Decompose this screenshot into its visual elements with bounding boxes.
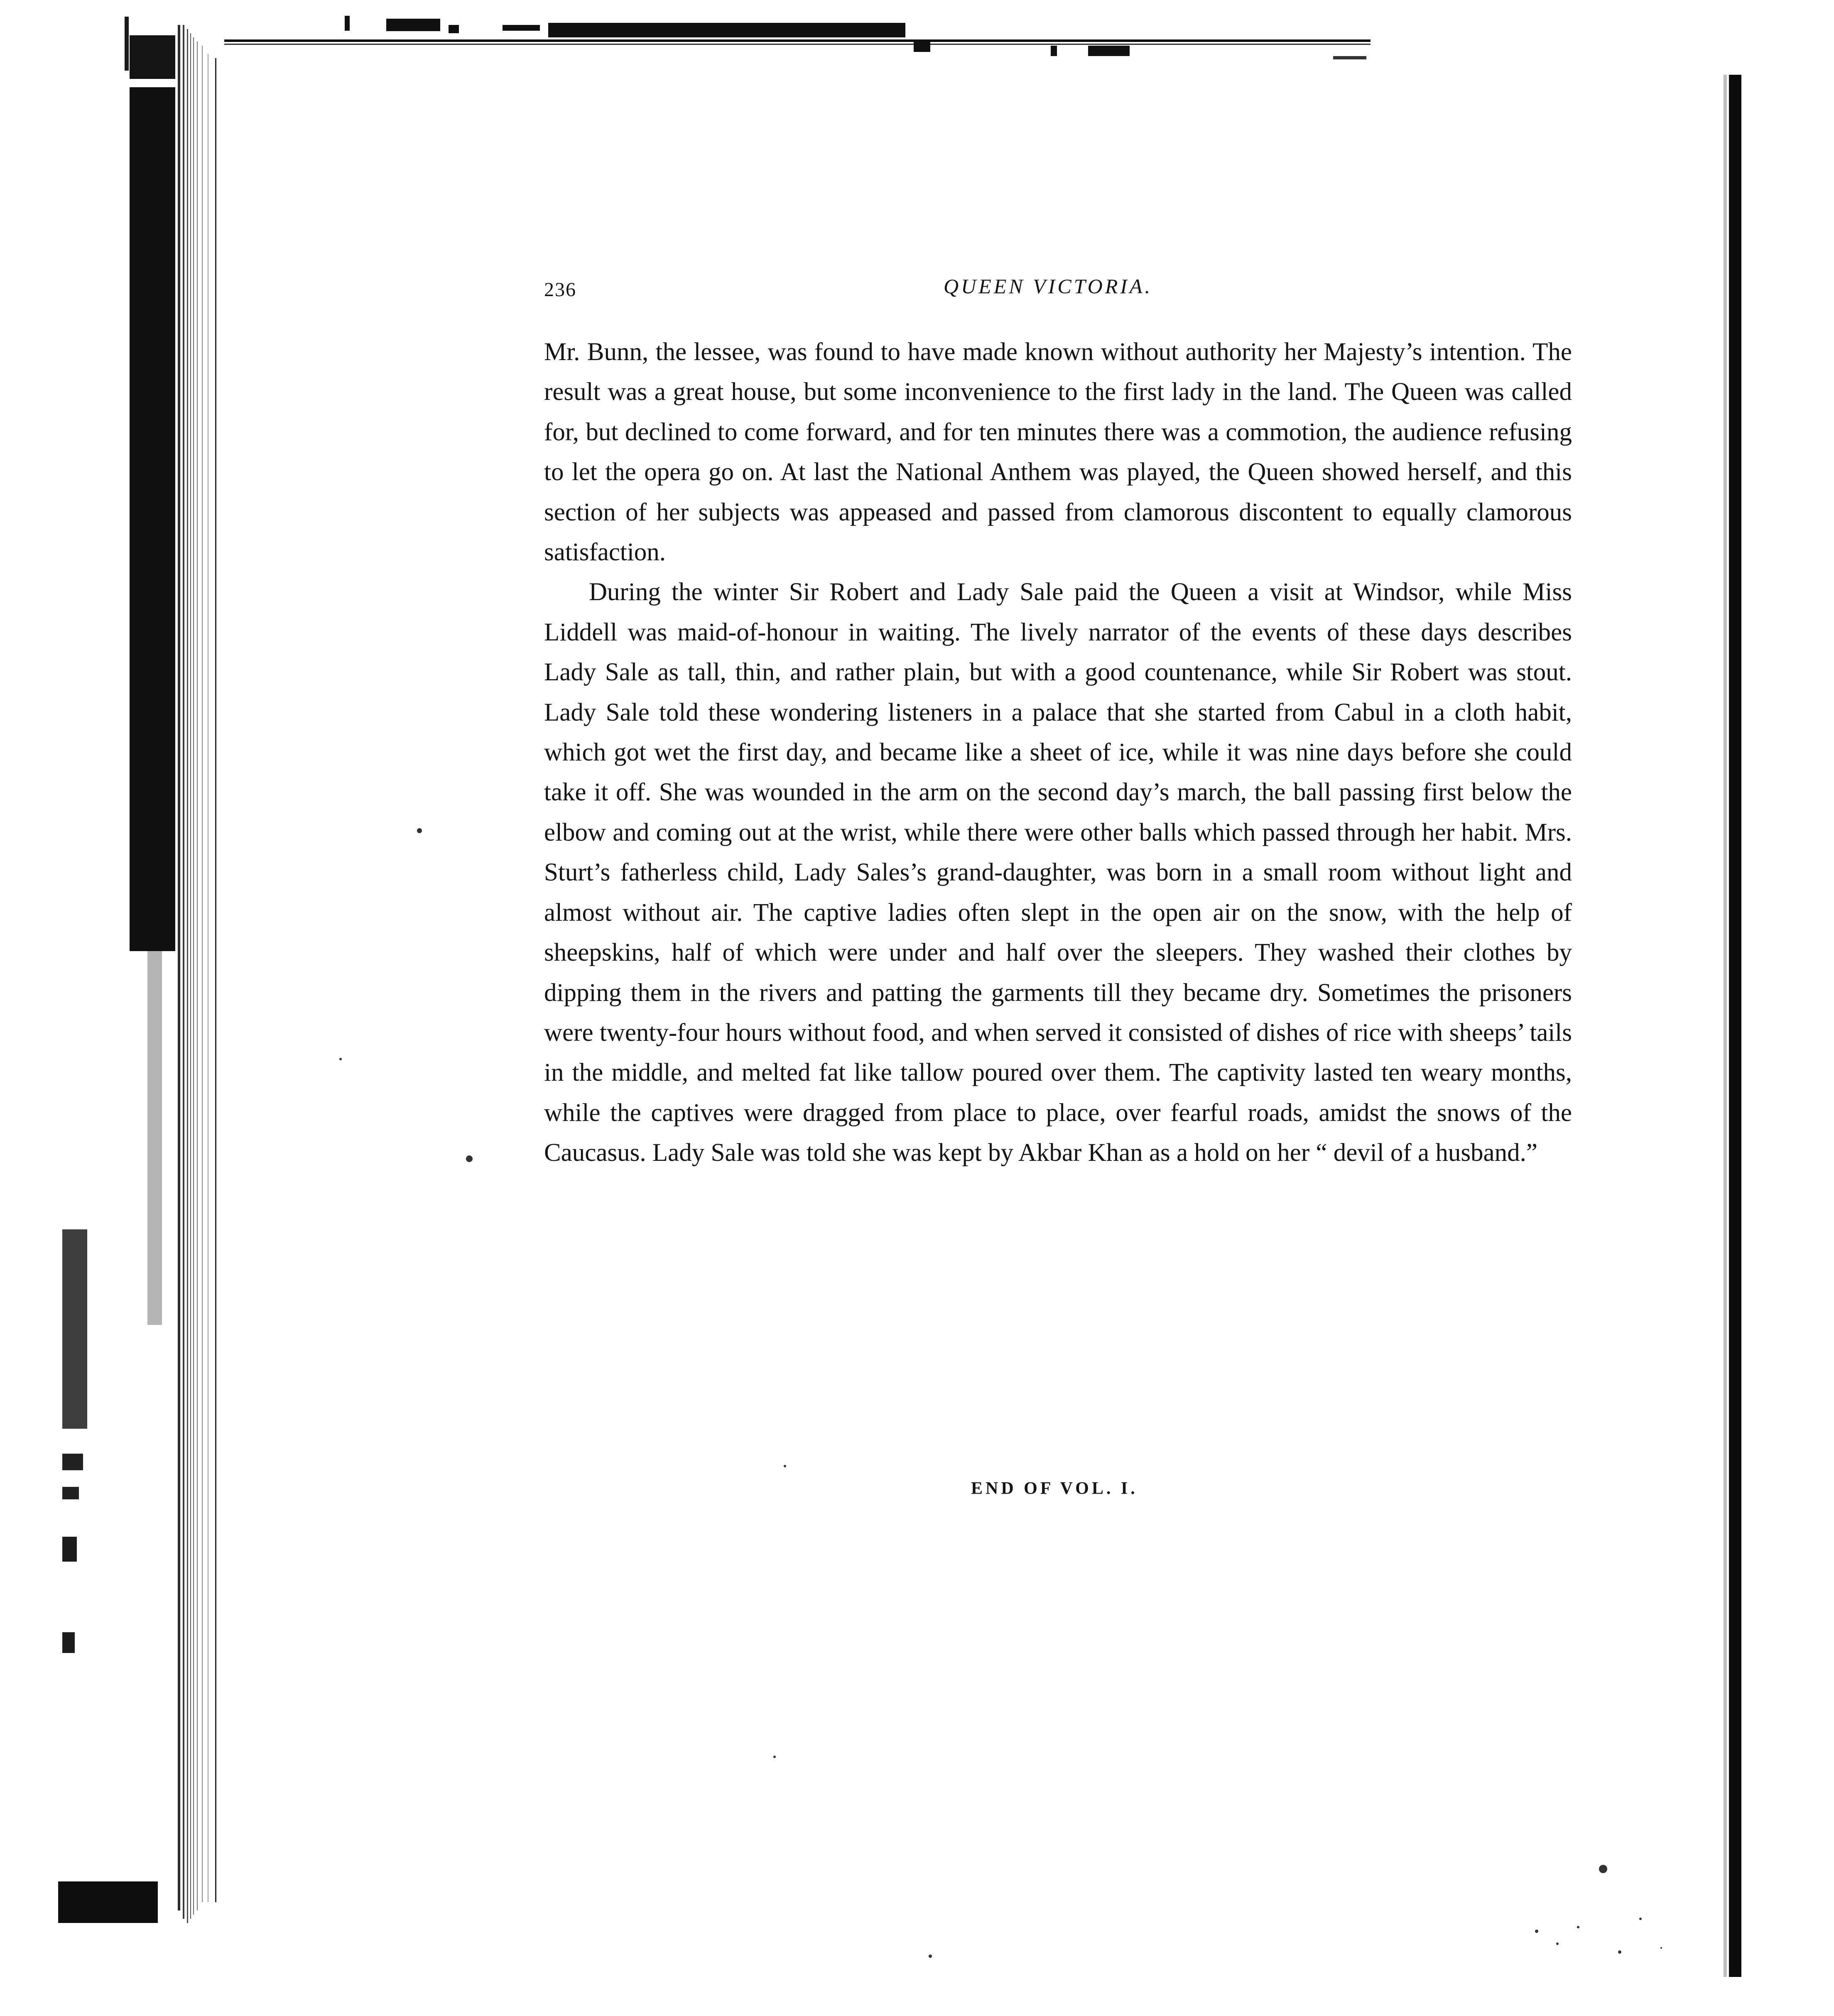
running-header	[544, 274, 1572, 307]
body-text	[544, 332, 1572, 1173]
paragraph: During the winter Sir Robert and Lady Sale paid the Queen a visit at Windsor, while Miss Liddell was maid-of-honour in waiting. The lively narrator of the events of these days describes Lady Sale as tall, thin, and rather plain, but with a good countenance, while Sir Robert was stout. Lady Sale told these wondering listeners in a palace that she started from Cabul in a cloth habit, which got wet the first day, and became like a sheet of ice, while it was nine days before she could take it off. She was wounded in the arm on the second day’s march, the ball passing first below the elbow and coming out at the wrist, while there were other balls which passed through her habit. Mrs. Sturt’s fatherless child, Lady Sales’s grand-daughter, was born in a small room without light and almost without air. The captive ladies often slept in the open air on the snow, with the help of sheepskins, half of which were under and half over the sleepers. They washed their clothes by dipping them in the rivers and patting the garments till they became dry. Sometimes the prisoners were twenty-four hours without food, and when served it consisted of dishes of rice with sheeps’ tails in the middle, and melted fat like tallow poured over them. The captivity lasted ten weary months, while the captives were dragged from place to place, over fearful roads, amidst the snows of the Caucasus. Lady Sale was told she was kept by Akbar Khan as a hold on her “ devil of a husband.”	[544, 578, 1572, 1167]
running-head-title: QUEEN VICTORIA.	[944, 275, 1152, 298]
right-edge-shadow	[1724, 75, 1741, 1977]
page-number: 236	[544, 279, 576, 301]
top-edge-marks	[224, 16, 1371, 59]
left-binding-edge	[58, 17, 216, 1923]
end-of-volume-mark: END OF VOL. I.	[971, 1479, 1138, 1498]
paragraph: Mr. Bunn, the lessee, was found to have made known without authority her Majesty’s intention. The result was a great house, but some inconvenience to the first lady in the land. The Queen was called for, but declined to come forward, and for ten minutes there was a commotion, the audience refusing to let the opera go on. At last the National Anthem was played, the Queen showed herself, and this section of her subjects was appeased and passed from clamorous discontent to equally clamorous satisfaction.	[544, 338, 1572, 567]
